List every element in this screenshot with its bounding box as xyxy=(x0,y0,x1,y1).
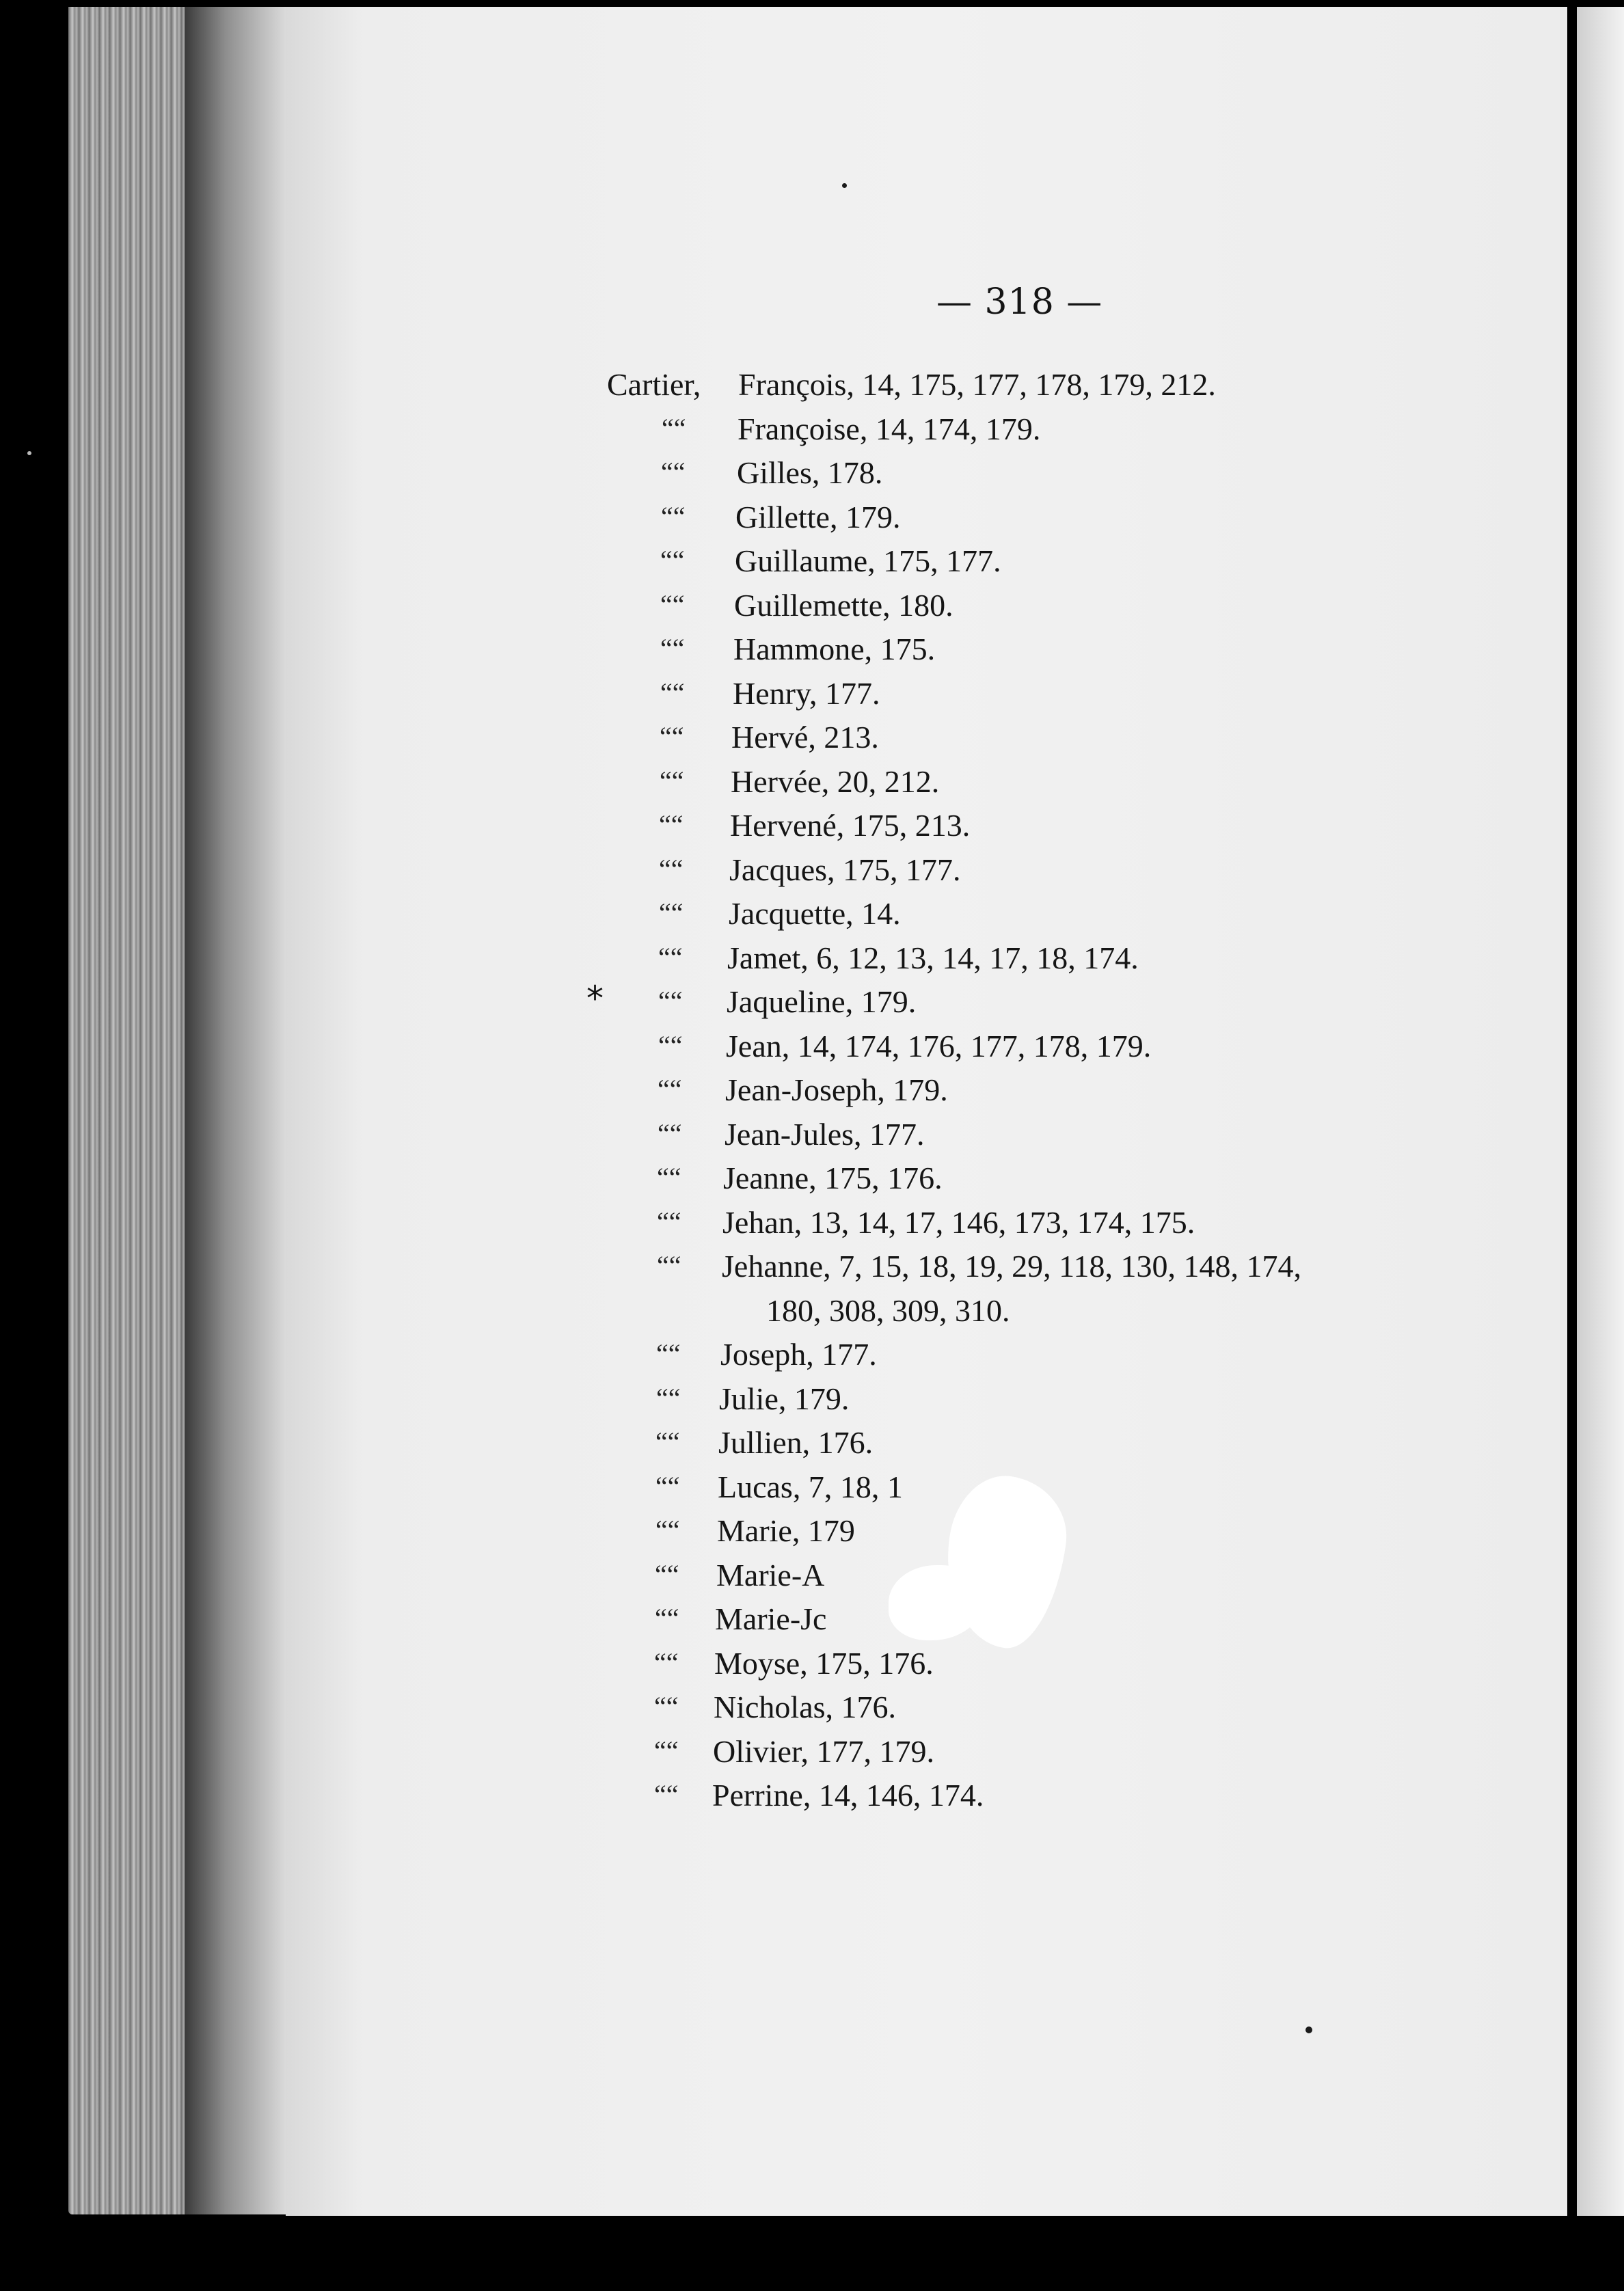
ditto-mark: ““ xyxy=(659,897,684,928)
ditto-mark: ““ xyxy=(655,1558,679,1590)
ditto-mark: ““ xyxy=(661,500,686,532)
index-entry: Guillemette, 180. xyxy=(734,587,953,623)
index-entry-continuation: 180, 308, 309, 310. xyxy=(766,1292,1010,1328)
index-entry: Jean-Jules, 177. xyxy=(725,1116,925,1152)
index-entry: Gilles, 178. xyxy=(737,455,883,490)
ditto-mark: ““ xyxy=(655,1470,680,1502)
index-entry: Julie, 179. xyxy=(719,1381,850,1416)
ditto-mark: ““ xyxy=(654,1691,679,1722)
index-entry: Jamet, 6, 12, 13, 14, 17, 18, 174. xyxy=(727,940,1139,975)
index-entry: Jean, 14, 174, 176, 177, 178, 179. xyxy=(726,1028,1152,1063)
index-entry: Olivier, 177, 179. xyxy=(713,1733,934,1769)
ditto-mark: ““ xyxy=(655,1515,680,1545)
index-entry: Jehan, 13, 14, 17, 146, 173, 174, 175. xyxy=(722,1204,1195,1240)
ink-speck xyxy=(1305,2026,1312,2033)
ditto-mark: ““ xyxy=(656,1382,681,1413)
index-entry: Jaqueline, 179. xyxy=(727,984,917,1019)
ditto-mark: ““ xyxy=(654,1735,679,1766)
index-entry: Hervené, 175, 213. xyxy=(730,808,971,843)
index-entry: Jean-Joseph, 179. xyxy=(725,1072,948,1107)
ditto-mark: ““ xyxy=(660,765,684,796)
ditto-mark: ““ xyxy=(658,1029,683,1061)
index-entry: Marie-Jc xyxy=(715,1601,827,1636)
ditto-mark: ““ xyxy=(661,457,686,487)
index-entry: Nicholas, 176. xyxy=(714,1690,897,1724)
ditto-mark: ““ xyxy=(657,1206,681,1237)
index-entry: Lucas, 7, 18, 1 xyxy=(718,1469,903,1504)
ditto-mark: ““ xyxy=(658,1074,682,1104)
index-entry: Gillette, 179. xyxy=(735,499,901,534)
ditto-mark: ““ xyxy=(654,1779,679,1810)
margin-asterisk: * xyxy=(586,979,604,1018)
ditto-mark: ““ xyxy=(660,721,684,752)
ditto-mark: ““ xyxy=(657,1250,681,1281)
ditto-mark: ““ xyxy=(654,1646,679,1678)
ditto-mark: ““ xyxy=(660,677,685,708)
index-entry: Hammone, 175. xyxy=(733,632,936,666)
index-entry: Jullien, 176. xyxy=(718,1425,874,1460)
index-entry: Henry, 177. xyxy=(733,675,880,711)
ditto-mark: ““ xyxy=(660,545,685,575)
index-entry: Jeanne, 175, 176. xyxy=(723,1161,943,1195)
ditto-mark: ““ xyxy=(658,941,683,973)
ditto-mark: ““ xyxy=(662,412,686,444)
index-entry: François, 14, 175, 177, 178, 179, 212. xyxy=(738,367,1216,402)
index-entry: Guillaume, 175, 177. xyxy=(735,543,1001,578)
index-entry: Hervée, 20, 212. xyxy=(731,763,940,799)
ditto-mark: ““ xyxy=(658,1117,682,1149)
index-entry: Françoise, 14, 174, 179. xyxy=(737,411,1041,446)
page-number: — 318 — xyxy=(936,282,1103,323)
ditto-mark: ““ xyxy=(655,1426,680,1457)
index-entry: Marie-A xyxy=(716,1557,825,1592)
ditto-mark: ““ xyxy=(659,853,684,884)
ditto-mark: ““ xyxy=(656,1338,681,1369)
index-entry: Perrine, 14, 146, 174. xyxy=(712,1778,984,1813)
ditto-mark: ““ xyxy=(657,1162,681,1193)
ink-speck xyxy=(842,183,847,188)
surname-heading: Cartier, xyxy=(607,367,701,402)
ditto-mark: ““ xyxy=(659,809,684,840)
ditto-mark: ““ xyxy=(660,633,685,664)
index-entry: Jehanne, 7, 15, 18, 19, 29, 118, 130, 148, 174, xyxy=(722,1249,1301,1284)
ink-speck xyxy=(27,451,31,455)
index-entry: Marie, 179 xyxy=(717,1513,855,1548)
ditto-mark: ““ xyxy=(660,588,685,620)
index-entry: Joseph, 177. xyxy=(720,1337,877,1372)
ditto-mark: ““ xyxy=(658,986,683,1016)
ditto-mark: ““ xyxy=(655,1603,679,1633)
index-entry: Hervé, 213. xyxy=(731,720,879,755)
index-entry: Jacques, 175, 177. xyxy=(729,852,961,887)
index-entry: Moyse, 175, 176. xyxy=(714,1645,934,1681)
index-entry: Jacquette, 14. xyxy=(729,896,901,931)
